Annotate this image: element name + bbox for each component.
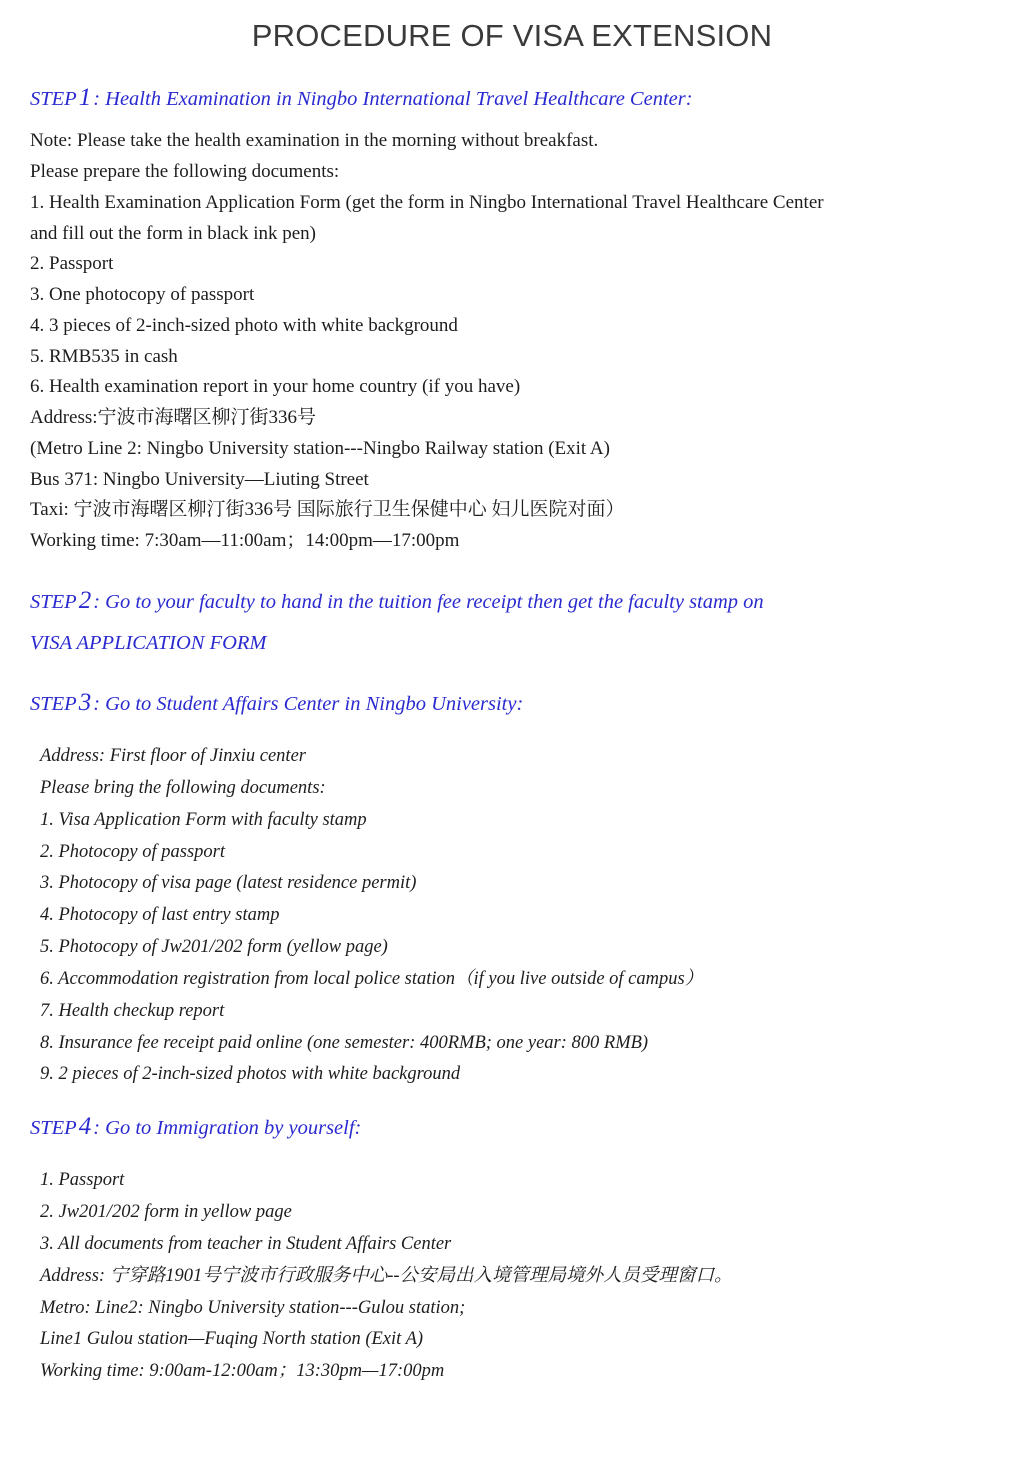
step-4-number: 4 (78, 1113, 92, 1141)
body-line: Metro: Line2: Ningbo University station---Gulou station; (40, 1297, 466, 1318)
spacer (30, 659, 994, 685)
step-2-section (30, 583, 994, 659)
step-1-number: 1 (78, 84, 92, 111)
body-line: and fill out the form in black ink pen) (30, 222, 316, 244)
body-line: 4. Photocopy of last entry stamp (40, 905, 280, 926)
body-line: 2. Passport (30, 253, 114, 275)
step-1-label: STEP (30, 88, 77, 110)
body-line: 1. Health Examination Application Form (get the form in Ningbo International Travel Healthcare Center (30, 191, 824, 213)
body-line: 1. Passport (40, 1170, 125, 1191)
body-line: Line1 Gulou station—Fuqing North station (Exit A) (40, 1329, 424, 1350)
step-3-heading (30, 685, 994, 721)
step-3-body (30, 741, 994, 1091)
step-3-heading-text: : Go to Student Affairs Center in Ningbo University: (93, 692, 524, 715)
body-line: Address: First floor of Jinxiu center (40, 746, 306, 767)
step-4-section (30, 1109, 994, 1388)
body-line: Bus 371: Ningbo University—Liuting Street (30, 468, 369, 490)
step-4-heading (30, 1109, 994, 1145)
document-page (0, 18, 1024, 1466)
body-line: 2. Jw201/202 form in yellow page (40, 1202, 292, 1223)
body-line: 2. Photocopy of passport (40, 841, 225, 862)
step-3-label: STEP (30, 692, 77, 715)
page-title: PROCEDURE OF VISA EXTENSION (251, 18, 773, 53)
body-line: Working time: 9:00am-12:00am；13:30pm—17:00pm (40, 1361, 445, 1382)
step-1-heading-text: : Health Examination in Ningbo International Travel Healthcare Center: (93, 88, 693, 110)
body-line: 5. RMB535 in cash (30, 345, 178, 367)
body-line: Working time: 7:30am—11:00am；14:00pm—17:00pm (30, 530, 460, 552)
step-1-body (30, 126, 994, 557)
step-3-number: 3 (78, 688, 92, 716)
body-line: Note: Please take the health examination in the morning without breakfast. (30, 130, 599, 152)
body-line: Please prepare the following documents: (30, 161, 340, 183)
step-2-label: STEP (30, 590, 77, 613)
body-line: 3. Photocopy of visa page (latest residence permit) (40, 873, 417, 894)
step-2-number: 2 (78, 586, 92, 614)
body-line: 4. 3 pieces of 2-inch-sized photo with white background (30, 314, 458, 336)
step-2-heading-text: : Go to your faculty to hand in the tuition fee receipt then get the faculty stamp on (93, 590, 764, 613)
step-4-heading-text: : Go to Immigration by yourself: (93, 1117, 362, 1140)
step-1-heading (30, 80, 994, 116)
body-line: 5. Photocopy of Jw201/202 form (yellow page) (40, 937, 388, 958)
step-3-section (30, 685, 994, 1091)
body-line: Please bring the following documents: (40, 778, 326, 798)
body-line: 3. All documents from teacher in Student Affairs Center (40, 1234, 452, 1254)
step-2-heading-continuation: VISA APPLICATION FORM (30, 632, 267, 655)
spacer (30, 1091, 994, 1109)
body-line: 3. One photocopy of passport (30, 284, 255, 306)
body-line: Address: 宁穿路1901号宁波市行政服务中心--公安局出入境管理局境外人员受理窗口。 (40, 1265, 733, 1286)
body-line: 6. Health examination report in your home country (if you have) (30, 376, 521, 398)
body-line: Address:宁波市海曙区柳汀街336号 (30, 407, 317, 429)
step-1-section (30, 80, 994, 557)
body-line: 7. Health checkup report (40, 1000, 225, 1021)
step-4-label: STEP (30, 1117, 77, 1140)
spacer (30, 731, 994, 741)
body-line: 6. Accommodation registration from local police station（if you live outside of campus） (40, 968, 704, 989)
body-line: 1. Visa Application Form with faculty stamp (40, 809, 367, 830)
step-2-heading (30, 583, 994, 619)
body-line: 9. 2 pieces of 2-inch-sized photos with white background (40, 1064, 461, 1085)
body-line: 8. Insurance fee receipt paid online (one semester: 400RMB; one year: 800 RMB) (40, 1032, 649, 1053)
spacer (30, 557, 994, 583)
step-4-body (30, 1165, 994, 1388)
spacer (30, 1155, 994, 1165)
body-line: Taxi: 宁波市海曙区柳汀街336号 国际旅行卫生保健中心 妇儿医院对面） (30, 499, 625, 521)
body-line: (Metro Line 2: Ningbo University station---Ningbo Railway station (Exit A) (30, 437, 610, 459)
